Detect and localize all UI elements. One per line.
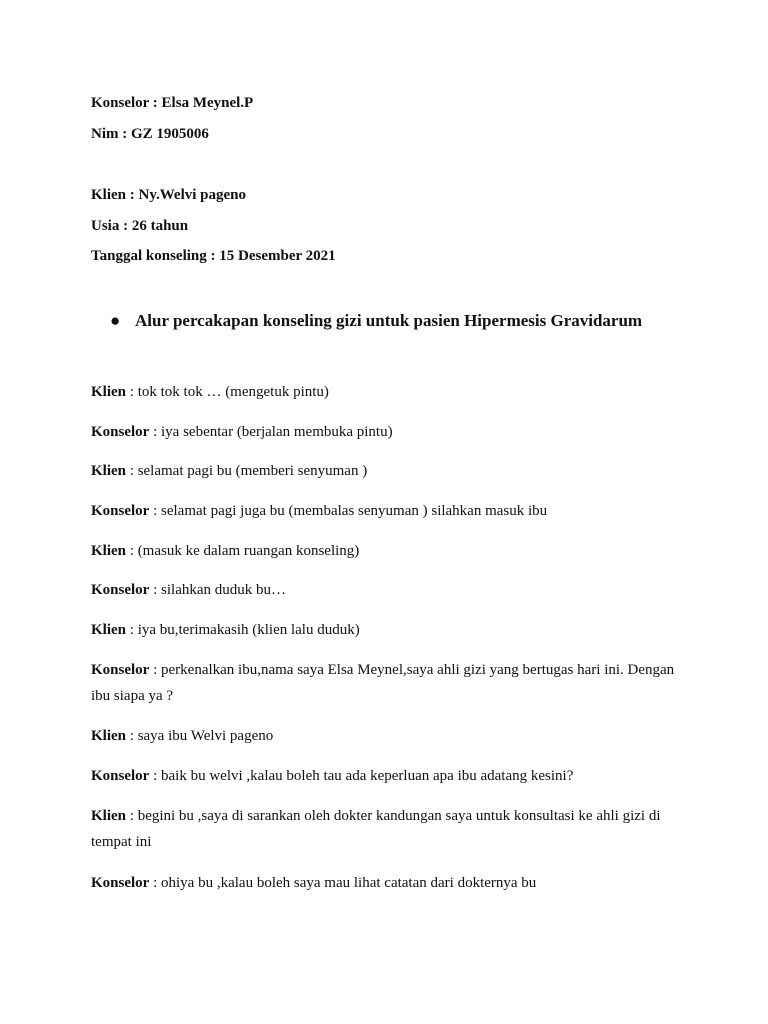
speaker-label: Klien [91,384,127,400]
dialog-line [91,657,691,709]
speaker-label: Klien [91,728,127,744]
speaker-label: Konselor [91,503,150,519]
separator: : [149,582,162,598]
student-id: Nim : GZ 1905006 [91,126,209,142]
utterance: ohiya bu ,kalau boleh saya mau lihat catatan dari dokternya bu [161,875,537,891]
separator: : [126,384,138,400]
speaker-label: Konselor [91,424,150,440]
separator: : [149,875,162,891]
separator: : [126,543,138,559]
speaker-label: Klien [91,622,127,638]
speaker-label: Konselor [91,875,150,891]
dialog-line [91,419,691,445]
dialog-line [91,803,691,855]
dialog-line [91,458,691,484]
dialog-line [91,723,691,749]
client-age: Usia : 26 tahun [91,218,189,234]
speaker-label: Klien [91,463,127,479]
speaker-label: Konselor [91,662,150,678]
utterance: tok tok tok … (mengetuk pintu) [137,384,329,400]
section-heading [110,310,642,332]
speaker-label: Konselor [91,768,150,784]
separator: : [126,463,138,479]
utterance: iya bu,terimakasih (klien lalu duduk) [137,622,360,638]
utterance: silahkan duduk bu… [161,582,287,598]
section-heading-text: Alur percakapan konseling gizi untuk pasien Hipermesis Gravidarum [135,311,643,330]
separator: : [126,622,138,638]
utterance: begini bu ,saya di sarankan oleh dokter kandungan saya untuk konsultasi ke ahli gizi di tempat ini [91,808,661,850]
dialog-line [91,870,691,896]
dialog-line [91,617,691,643]
separator: : [126,728,138,744]
counselor-name: Konselor : Elsa Meynel.P [91,95,254,111]
utterance: selamat pagi juga bu (membalas senyuman ) silahkan masuk ibu [161,503,548,519]
utterance: (masuk ke dalam ruangan konseling) [137,543,360,559]
dialog-line [91,379,691,405]
separator: : [149,662,162,678]
counseling-date: Tanggal konseling : 15 Desember 2021 [91,248,336,264]
speaker-label: Klien [91,543,127,559]
utterance: baik bu welvi ,kalau boleh tau ada keperluan apa ibu adatang kesini? [161,768,574,784]
dialog-line [91,498,691,524]
speaker-label: Klien [91,808,127,824]
bullet-icon: ● [110,311,121,330]
utterance: perkenalkan ibu,nama saya Elsa Meynel,saya ahli gizi yang bertugas hari ini. Dengan ibu siapa ya ? [91,662,675,704]
speaker-label: Konselor [91,582,150,598]
client-name: Klien : Ny.Welvi pageno [91,187,247,203]
separator: : [149,768,162,784]
dialog-line [91,577,691,603]
dialog-line [91,538,691,564]
separator: : [126,808,138,824]
dialog-line [91,763,691,789]
separator: : [149,503,162,519]
utterance: saya ibu Welvi pageno [137,728,274,744]
utterance: iya sebentar (berjalan membuka pintu) [161,424,393,440]
separator: : [149,424,162,440]
utterance: selamat pagi bu (memberi senyuman ) [137,463,368,479]
